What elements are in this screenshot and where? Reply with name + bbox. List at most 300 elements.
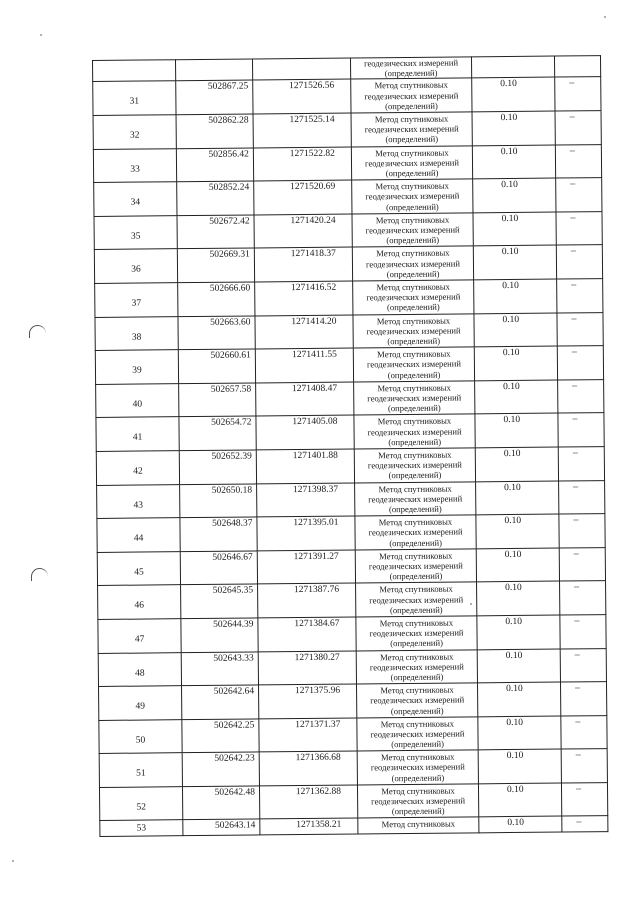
table-row	[98, 614, 606, 652]
accuracy-cell	[477, 682, 560, 716]
x-coordinate: 502648.37	[212, 518, 253, 529]
scan-speck	[40, 34, 42, 36]
x-coordinate: 502852.24	[208, 182, 250, 194]
method-cell	[352, 213, 473, 248]
method-text-line: Метод спутниковых	[378, 483, 452, 494]
method-text-line: Метод спутниковых	[381, 819, 456, 830]
point-number-cell	[95, 283, 178, 317]
accuracy-value: 0.10	[505, 583, 522, 594]
method-text-line: (определений)	[387, 335, 441, 347]
dash-value: –	[569, 77, 575, 89]
y-coordinate: 1271391.27	[293, 551, 339, 562]
accuracy-cell	[477, 649, 560, 683]
y-coordinate: 1271414.20	[291, 316, 337, 327]
accuracy-cell	[476, 514, 559, 548]
point-number-cell	[97, 484, 180, 518]
dash-cell	[557, 346, 603, 380]
point-number-cell	[99, 686, 182, 720]
dash-value: –	[576, 816, 582, 828]
dash-cell	[554, 56, 600, 78]
y-coordinate-cell	[259, 785, 357, 820]
method-text-line: (определений)	[386, 201, 439, 212]
y-coordinate-cell	[257, 516, 355, 551]
y-coordinate: 1271371.37	[295, 719, 341, 730]
x-coordinate-cell	[176, 114, 253, 148]
method-cell	[358, 817, 479, 834]
accuracy-value: 0.10	[500, 112, 518, 124]
table-row	[97, 547, 605, 585]
point-number: 40	[132, 399, 143, 410]
accuracy-cell	[473, 245, 556, 279]
point-number: 41	[132, 432, 143, 443]
point-number-cell	[98, 585, 181, 619]
method-text-line: Метод спутниковых	[379, 583, 453, 595]
x-coordinate-cell	[178, 316, 255, 350]
method-text-line: Метод спутниковых	[379, 651, 454, 662]
point-number: 44	[133, 533, 144, 544]
method-text-line: (определений)	[384, 67, 438, 79]
method-text-line: Метод спутниковых	[376, 315, 451, 326]
x-coordinate-cell	[177, 248, 254, 282]
method-text-line: геодезических измерений	[367, 392, 462, 404]
accuracy-cell	[476, 548, 559, 582]
method-text-line: геодезических измерений	[364, 90, 459, 101]
table-row	[96, 379, 604, 417]
point-number-cell	[94, 182, 177, 216]
x-coordinate-cell	[176, 80, 253, 114]
punch-hole-mark	[29, 325, 46, 338]
method-text-line: Метод спутниковых	[378, 449, 452, 461]
dash-value: –	[569, 144, 575, 157]
method-text-line: Метод спутниковых	[380, 684, 454, 696]
accuracy-cell	[472, 77, 555, 111]
accuracy-cell	[477, 615, 560, 649]
point-number-cell	[100, 820, 183, 837]
method-text-line: (определений)	[390, 705, 444, 716]
method-text-line: (определений)	[387, 402, 441, 414]
point-number-cell	[99, 787, 182, 821]
accuracy-cell	[475, 447, 558, 481]
accuracy-value: 0.10	[504, 549, 522, 560]
method-text-line: геодезических измерений	[367, 459, 462, 471]
method-text-line: (определений)	[391, 738, 444, 750]
method-cell	[352, 246, 473, 281]
method-text-line: геодезических измерений	[367, 426, 462, 437]
point-number-cell	[96, 451, 179, 485]
point-number: 52	[136, 802, 146, 813]
table-row	[94, 178, 602, 216]
method-text-line: (определений)	[389, 604, 443, 615]
point-number: 48	[135, 668, 145, 679]
y-coordinate: 1271362.88	[295, 786, 342, 797]
method-text-line: геодезических измерений	[365, 224, 460, 236]
method-text-line: (определений)	[386, 234, 440, 246]
x-coordinate-cell	[177, 181, 254, 215]
accuracy-cell	[476, 481, 559, 515]
point-number: 53	[136, 823, 147, 835]
accuracy-cell	[477, 581, 560, 615]
x-coordinate: 502672.42	[209, 216, 250, 227]
method-cell	[355, 549, 476, 584]
method-cell	[354, 414, 475, 449]
accuracy-value: 0.10	[502, 348, 520, 359]
dash-value: –	[570, 212, 576, 224]
accuracy-value: 0.10	[502, 314, 520, 325]
point-number: 35	[130, 231, 141, 242]
y-coordinate: 1271358.21	[296, 820, 342, 831]
table-row	[98, 648, 606, 686]
x-coordinate-cell	[176, 59, 253, 81]
x-coordinate: 502642.25	[213, 720, 255, 731]
method-text-line: (определений)	[391, 805, 445, 817]
accuracy-value: 0.10	[503, 448, 521, 460]
point-number-cell	[93, 81, 176, 115]
y-coordinate-cell	[257, 550, 355, 585]
dash-cell	[555, 77, 601, 111]
accuracy-cell	[473, 212, 556, 246]
x-coordinate: 502666.60	[209, 283, 251, 294]
x-coordinate: 502654.72	[211, 417, 252, 429]
table-row	[99, 749, 607, 787]
y-coordinate: 1271418.37	[290, 249, 336, 260]
y-coordinate: 1271408.47	[291, 383, 338, 394]
accuracy-value: 0.10	[506, 751, 524, 762]
dash-value: –	[572, 413, 578, 425]
method-text-line: геодезических измерений	[369, 627, 464, 639]
method-text-line: Метод спутниковых	[375, 147, 449, 158]
accuracy-value: 0.10	[503, 415, 521, 426]
method-text-line: (определений)	[389, 570, 443, 582]
dash-cell	[560, 682, 606, 716]
method-text-line: Метод спутниковых	[377, 382, 451, 394]
method-text-line: геодезических измерений	[363, 57, 459, 69]
method-text-line: Метод спутниковых	[375, 214, 450, 226]
dash-cell	[561, 715, 607, 749]
method-text-line: Метод спутниковых	[377, 348, 451, 360]
method-text-line: (определений)	[386, 268, 440, 279]
x-coordinate-cell	[181, 651, 258, 685]
method-text-line: (определений)	[388, 470, 442, 481]
x-coordinate-cell	[179, 383, 256, 417]
dash-cell	[560, 581, 606, 615]
table-row	[99, 782, 607, 820]
table-row	[97, 480, 605, 518]
method-text-line: Метод спутниковых	[379, 550, 453, 561]
accuracy-cell	[478, 783, 561, 817]
x-coordinate: 502646.67	[212, 552, 253, 563]
method-cell	[353, 280, 474, 315]
point-number: 38	[131, 332, 142, 343]
y-coordinate: 1271380.27	[294, 652, 340, 663]
dash-value: –	[575, 749, 581, 761]
method-text-line: Метод спутниковых	[374, 113, 449, 125]
x-coordinate-cell	[182, 786, 259, 820]
method-text-line: геодезических измерений	[370, 694, 465, 706]
y-coordinate: 1271411.55	[292, 349, 337, 361]
dash-value: –	[574, 682, 581, 694]
table-row	[94, 245, 602, 283]
point-number-cell	[98, 652, 181, 686]
accuracy-cell	[474, 346, 557, 380]
x-coordinate: 502642.64	[213, 686, 255, 697]
dash-value: –	[572, 380, 578, 392]
dash-cell	[560, 614, 606, 648]
method-text-line: геодезических измерений	[369, 661, 464, 673]
point-number: 47	[134, 634, 145, 645]
method-text-line: (определений)	[386, 302, 440, 313]
dash-value: –	[571, 279, 577, 291]
point-number: 32	[129, 130, 140, 141]
point-number: 37	[131, 298, 142, 309]
point-number-cell	[96, 417, 179, 451]
accuracy-cell	[479, 816, 562, 833]
y-coordinate-cell	[257, 483, 355, 518]
accuracy-cell	[478, 749, 561, 783]
x-coordinate: 502650.18	[211, 485, 253, 496]
x-coordinate-cell	[183, 819, 260, 836]
x-coordinate: 502644.39	[213, 619, 254, 630]
dash-value: –	[573, 514, 579, 526]
accuracy-value: 0.10	[504, 482, 521, 493]
method-text-line: геодезических измерений	[370, 761, 465, 773]
y-coordinate: 1271522.82	[289, 148, 335, 159]
method-text-line: геодезических измерений	[366, 358, 461, 370]
dash-value: –	[573, 548, 579, 560]
method-cell	[351, 78, 472, 113]
method-text-line: (определений)	[389, 537, 443, 548]
point-number-cell	[96, 383, 179, 417]
method-text-line: геодезических измерений	[365, 190, 460, 202]
point-number-cell	[99, 719, 182, 753]
x-coordinate: 502660.61	[210, 350, 251, 362]
method-cell	[356, 649, 477, 684]
x-coordinate-cell	[182, 719, 259, 753]
x-coordinate-cell	[179, 450, 256, 484]
x-coordinate-cell	[177, 215, 254, 249]
point-number-cell	[94, 215, 177, 249]
x-coordinate-cell	[181, 584, 258, 618]
point-number: 34	[130, 197, 141, 208]
method-cell	[355, 481, 476, 516]
method-text-line: (определений)	[387, 369, 441, 380]
table-row	[97, 514, 605, 552]
y-coordinate: 1271416.52	[291, 282, 337, 294]
dash-value: –	[574, 615, 580, 627]
method-cell	[350, 57, 471, 80]
x-coordinate: 502643.33	[213, 652, 254, 664]
y-coordinate-cell	[259, 751, 357, 786]
y-coordinate-cell	[260, 818, 358, 835]
point-number: 45	[134, 567, 144, 578]
x-coordinate: 502657.58	[210, 384, 252, 395]
point-number-cell	[95, 350, 178, 384]
accuracy-value: 0.10	[503, 381, 520, 392]
x-coordinate: 502652.39	[211, 451, 252, 462]
table-row	[95, 346, 603, 384]
dash-cell	[555, 111, 601, 145]
accuracy-cell	[474, 313, 557, 347]
x-coordinate: 502642.48	[214, 787, 256, 798]
method-text-line: (определений)	[388, 503, 442, 515]
x-coordinate-cell	[178, 349, 255, 383]
x-coordinate: 502867.25	[207, 81, 249, 93]
method-text-line: геодезических измерений	[366, 291, 461, 303]
table-row	[95, 279, 603, 317]
y-coordinate-cell	[259, 684, 357, 719]
dash-cell	[561, 782, 607, 816]
accuracy-cell	[475, 380, 558, 414]
table-row	[98, 581, 606, 619]
dash-cell	[558, 447, 604, 481]
point-number-cell	[93, 148, 176, 182]
method-text-line: (определений)	[390, 671, 444, 683]
accuracy-cell	[471, 56, 554, 78]
y-coordinate: 1271384.67	[294, 618, 340, 629]
y-coordinate-cell	[253, 113, 351, 148]
accuracy-cell	[472, 111, 555, 145]
method-text-line: Метод спутниковых	[375, 180, 449, 192]
method-text-line: геодезических измерений	[366, 325, 461, 337]
table-row	[95, 312, 603, 350]
dash-cell	[561, 749, 607, 783]
y-coordinate-cell	[254, 180, 352, 215]
method-text-line: геодезических измерений	[368, 493, 463, 505]
dash-value: –	[572, 447, 578, 459]
x-coordinate: 502642.23	[214, 753, 255, 765]
method-text-line: геодезических измерений	[370, 728, 465, 740]
coordinates-table	[92, 55, 608, 837]
y-coordinate-cell	[259, 718, 357, 753]
method-cell	[357, 683, 478, 718]
method-cell	[357, 784, 478, 819]
point-number: 36	[131, 264, 141, 276]
table-row	[93, 77, 601, 115]
y-coordinate: 1271520.69	[290, 181, 336, 193]
table-row	[94, 211, 602, 249]
point-number: 46	[134, 600, 145, 611]
x-coordinate-cell	[182, 685, 259, 719]
method-text-line: Метод спутниковых	[380, 751, 455, 763]
method-text-line: (определений)	[385, 100, 438, 112]
punch-hole-mark	[31, 568, 48, 581]
x-coordinate-cell	[176, 148, 253, 182]
dash-value: –	[574, 648, 580, 660]
y-coordinate-cell	[255, 315, 353, 350]
method-text-line: геодезических измерений	[369, 593, 464, 605]
dash-value: –	[575, 716, 581, 728]
method-text-line: геодезических измерений	[364, 157, 460, 169]
dash-cell	[556, 211, 602, 245]
dash-value: –	[570, 245, 576, 257]
accuracy-cell	[472, 145, 555, 179]
x-coordinate: 502862.28	[208, 115, 249, 126]
dash-value: –	[573, 480, 579, 492]
y-coordinate-cell	[253, 147, 351, 182]
point-number: 50	[135, 735, 146, 746]
accuracy-cell	[475, 413, 558, 447]
dash-value: –	[570, 178, 576, 190]
dash-cell	[556, 245, 602, 279]
x-coordinate-cell	[181, 618, 258, 652]
method-cell	[354, 448, 475, 483]
method-text-line: Метод спутниковых	[381, 785, 455, 797]
dash-cell	[558, 413, 604, 447]
accuracy-value: 0.10	[505, 650, 523, 661]
y-coordinate: 1271375.96	[294, 685, 341, 697]
method-cell	[353, 347, 474, 382]
x-coordinate-cell	[180, 551, 257, 585]
method-cell	[353, 313, 474, 348]
method-text-line: (определений)	[385, 167, 439, 179]
y-coordinate: 1271401.88	[292, 450, 338, 462]
method-cell	[352, 179, 473, 214]
method-cell	[354, 381, 475, 416]
y-coordinate-cell	[255, 281, 353, 316]
table-row	[99, 682, 607, 720]
point-number-cell	[99, 753, 182, 787]
x-coordinate-cell	[180, 517, 257, 551]
point-number-cell	[98, 619, 181, 653]
y-coordinate-cell	[256, 382, 354, 417]
dash-cell	[562, 816, 608, 832]
dash-value: –	[574, 581, 580, 593]
dash-value: –	[569, 111, 575, 123]
table-row	[93, 111, 601, 149]
x-coordinate: 502663.60	[210, 317, 251, 328]
method-text-line: (определений)	[388, 436, 442, 447]
method-text-line: (определений)	[390, 637, 444, 649]
point-number: 33	[130, 164, 140, 175]
y-coordinate-cell	[253, 79, 351, 114]
x-coordinate: 502669.31	[209, 249, 250, 261]
method-cell	[356, 582, 477, 617]
y-coordinate-cell	[258, 650, 356, 685]
point-number: 39	[132, 365, 142, 376]
point-number: 49	[135, 701, 146, 712]
scan-speck	[12, 860, 14, 862]
method-text-line: геодезических измерений	[368, 560, 463, 572]
method-text-line: геодезических измерений	[364, 123, 459, 135]
y-coordinate-cell	[256, 449, 354, 484]
method-text-line: геодезических измерений	[365, 258, 460, 269]
x-coordinate-cell	[179, 416, 256, 450]
y-coordinate: 1271526.56	[289, 81, 335, 92]
y-coordinate: 1271395.01	[293, 517, 339, 529]
method-text-line: Метод спутниковых	[376, 281, 450, 293]
x-coordinate: 502643.14	[214, 820, 256, 832]
dash-cell	[557, 279, 603, 313]
accuracy-value: 0.10	[501, 213, 519, 224]
dash-cell	[559, 547, 605, 581]
accuracy-value: 0.10	[501, 180, 518, 191]
accuracy-value: 0.10	[504, 516, 522, 527]
table-row	[96, 413, 604, 451]
y-coordinate: 1271405.08	[292, 417, 338, 428]
table-row	[99, 715, 607, 753]
table-row	[93, 144, 601, 182]
method-text-line: геодезических измерений	[368, 526, 463, 538]
point-number: 43	[133, 500, 144, 511]
point-number: 31	[129, 96, 140, 108]
method-text-line: Метод спутниковых	[376, 247, 450, 259]
dash-value: –	[571, 312, 577, 324]
y-coordinate-cell	[258, 617, 356, 652]
method-text-line: Метод спутниковых	[378, 516, 453, 528]
dash-value: –	[571, 346, 577, 358]
accuracy-cell	[478, 716, 561, 750]
coordinates-table-body	[93, 56, 608, 837]
accuracy-cell	[474, 279, 557, 313]
